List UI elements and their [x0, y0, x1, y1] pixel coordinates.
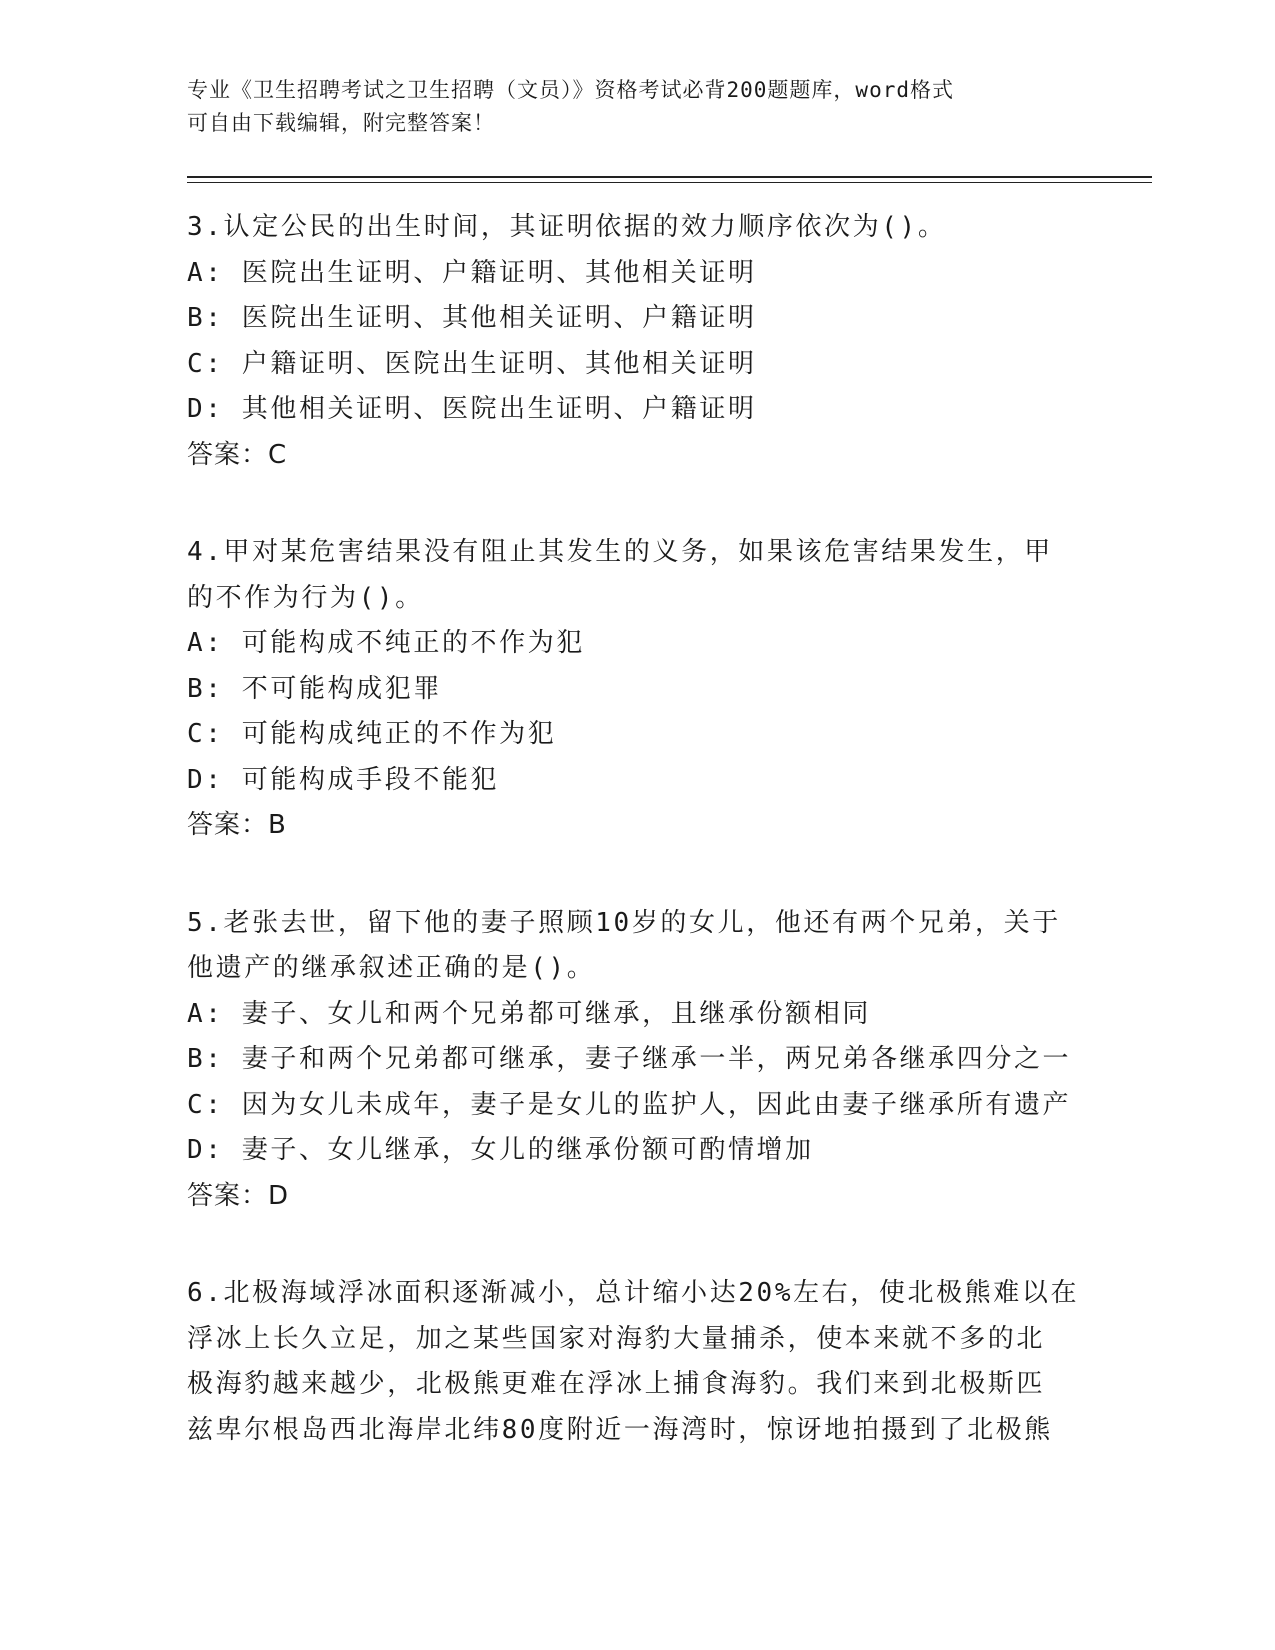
- document-header: [187, 74, 1087, 140]
- option-b: B: 妻子和两个兄弟都可继承，妻子继承一半，两兄弟各继承四分之一: [187, 1044, 1072, 1074]
- question-list: [187, 205, 1087, 1505]
- question-stem: 4.甲对某危害结果没有阻止其发生的义务，如果该危害结果发生，甲: [187, 537, 1053, 567]
- option-a: A: 医院出生证明、户籍证明、其他相关证明: [187, 257, 757, 288]
- question-stem: 极海豹越来越少，北极熊更难在浮冰上捕食海豹。我们来到北极斯匹: [187, 1369, 1046, 1399]
- question-stem: 3.认定公民的出生时间，其证明依据的效力顺序依次为()。: [187, 212, 947, 242]
- question-stem: 浮冰上长久立足，加之某些国家对海豹大量捕杀，使本来就不多的北: [187, 1323, 1046, 1354]
- option-d: D: 其他相关证明、医院出生证明、户籍证明: [187, 394, 757, 424]
- option-a: A: 妻子、女儿和两个兄弟都可继承，且继承份额相同: [187, 998, 871, 1029]
- question-stem: 他遗产的继承叙述正确的是()。: [187, 953, 596, 983]
- option-c: C: 因为女儿未成年，妻子是女儿的监护人，因此由妻子继承所有遗产: [187, 1089, 1072, 1120]
- answer: 答案：B: [187, 810, 287, 840]
- option-d: D: 可能构成手段不能犯: [187, 764, 500, 795]
- question-6: [187, 1271, 1087, 1453]
- option-b: B: 不可能构成犯罪: [187, 673, 442, 704]
- question-stem: 5.老张去世，留下他的妻子照顾10岁的女儿，他还有两个兄弟，关于: [187, 907, 1061, 938]
- question-3: [187, 205, 1087, 478]
- header-line-1: 专业《卫生招聘考试之卫生招聘（文员）》资格考试必背200题题库，word格式: [187, 78, 954, 102]
- option-b: B: 医院出生证明、其他相关证明、户籍证明: [187, 303, 757, 333]
- answer: 答案：C: [187, 439, 288, 470]
- option-c: C: 可能构成纯正的不作为犯: [187, 719, 557, 749]
- question-stem: 的不作为行为()。: [187, 582, 424, 613]
- header-line-2: 可自由下载编辑，附完整答案！: [187, 111, 495, 135]
- header-divider-thick: [187, 176, 1152, 178]
- header-divider-thin: [187, 182, 1152, 183]
- question-stem: 6.北极海域浮冰面积逐渐减小，总计缩小达20%左右，使北极熊难以在: [187, 1278, 1080, 1308]
- question-5: [187, 901, 1087, 1220]
- option-c: C: 户籍证明、医院出生证明、其他相关证明: [187, 348, 757, 379]
- answer: 答案：D: [187, 1180, 290, 1211]
- option-a: A: 可能构成不纯正的不作为犯: [187, 628, 585, 658]
- question-4: [187, 530, 1087, 849]
- option-d: D: 妻子、女儿继承，女儿的继承份额可酌情增加: [187, 1135, 814, 1165]
- question-stem: 兹卑尔根岛西北海岸北纬80度附近一海湾时，惊讶地拍摄到了北极熊: [187, 1414, 1053, 1445]
